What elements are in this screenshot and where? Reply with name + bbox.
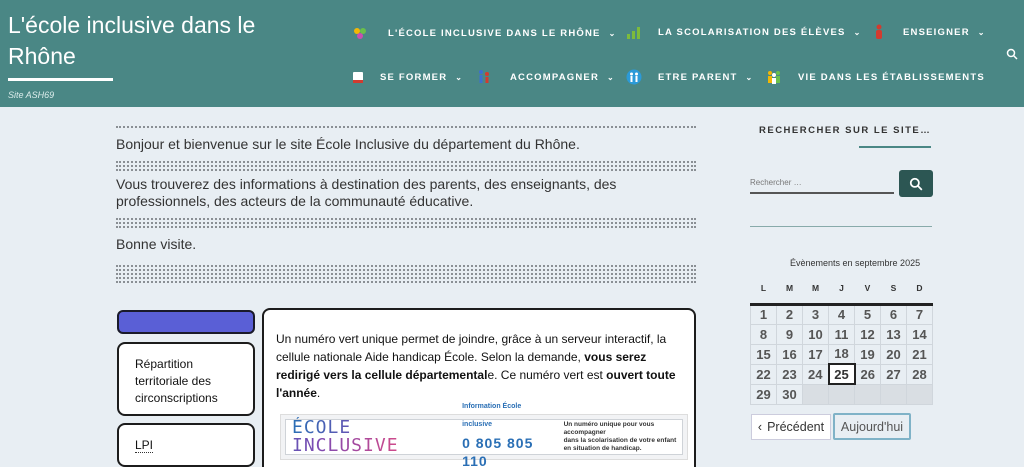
text-segment: e. Ce numéro vert est (487, 368, 607, 382)
weekday-label: J (829, 274, 855, 304)
banner-description (558, 421, 682, 453)
chevron-down-icon: ⌄ (455, 72, 464, 82)
site-subtitle: Site ASH69 (8, 90, 55, 100)
chevron-down-icon: ⌄ (977, 27, 986, 37)
weekday-label: L (751, 274, 777, 304)
calendar-day[interactable]: 30 (777, 384, 803, 404)
calendar-caption: Évènements en septembre 2025 (790, 258, 921, 268)
main-content (116, 124, 696, 285)
nav-item-etre-parent[interactable] (626, 69, 753, 85)
calendar-day[interactable]: 18 (829, 344, 855, 364)
chart-growth-icon (626, 24, 642, 40)
puzzle-logo-icon (352, 25, 368, 41)
calendar-day[interactable]: 20 (881, 344, 907, 364)
info-box (262, 308, 696, 467)
banner-phone-number: 0 805 805 110 (462, 434, 534, 467)
welcome-text: Bonjour et bienvenue sur le site École Inclusive du département du Rhône. (116, 136, 580, 152)
text-segment: Un numéro vert unique permet de joindre, grâce à un serveur interactif, la cellule nationale Aide handicap École. Selon la demande, (276, 332, 667, 364)
prev-label: Précédent (767, 420, 825, 434)
calendar-day[interactable]: 8 (751, 324, 777, 344)
bold-segment: vous serez redirigé vers la cellule départemental (276, 350, 647, 382)
chevron-left-icon: ‹ (757, 420, 763, 434)
calendar-day[interactable]: 27 (881, 364, 907, 384)
numero-vert-text (276, 330, 682, 402)
weekday-label: M (777, 274, 803, 304)
book-icon (350, 69, 366, 85)
calendar-day[interactable]: 14 (907, 324, 933, 344)
banner-desc-line: Un numéro unique pour vous accompagner (563, 421, 655, 436)
calendar-empty-cell (803, 384, 829, 404)
accent-button[interactable] (117, 310, 255, 334)
nav-label: ETRE PARENT (658, 71, 738, 83)
weekday-label: M (803, 274, 829, 304)
calendar-body (751, 304, 933, 404)
divider (116, 281, 696, 283)
calendar-empty-cell (829, 384, 855, 404)
divider (116, 169, 696, 171)
chevron-down-icon: ⌄ (608, 28, 617, 38)
nav-item-scolarisation[interactable] (626, 24, 862, 40)
calendar-week-row (751, 364, 933, 384)
calendar-week-row (751, 344, 933, 364)
divider (116, 161, 696, 163)
weekday-label: S (881, 274, 907, 304)
info-text: Vous trouverez des informations à destination des parents, des enseignants, des professionnels, des acteurs de la communauté éducative. (116, 176, 617, 209)
calendar-day[interactable]: 22 (751, 364, 777, 384)
divider (116, 273, 696, 275)
calendar-day[interactable]: 13 (881, 324, 907, 344)
calendar-day[interactable]: 7 (907, 304, 933, 324)
nav-item-se-former[interactable] (350, 69, 463, 85)
banner-title-text: ÉCOLE INCLUSIVE (292, 417, 399, 456)
family-icon (626, 69, 642, 85)
chevron-down-icon: ⌄ (745, 72, 754, 82)
calendar-day[interactable]: 2 (777, 304, 803, 324)
calendar-day[interactable]: 16 (777, 344, 803, 364)
link-label: Répartition territoriale des circonscriptions (135, 357, 218, 405)
calendar-day[interactable]: 6 (881, 304, 907, 324)
divider (116, 218, 696, 220)
weekday-label: V (855, 274, 881, 304)
calendar-day[interactable]: 4 (829, 304, 855, 324)
calendar-weekday-row (751, 274, 933, 304)
calendar-day[interactable]: 24 (803, 364, 829, 384)
divider (116, 165, 696, 167)
calendar-day[interactable]: 15 (751, 344, 777, 364)
teacher-icon (871, 24, 887, 40)
banner-desc-line: dans la scolarisation de votre enfant (563, 437, 677, 444)
banner-info-label: Information École inclusive (462, 402, 522, 428)
people-walking-icon (476, 69, 492, 85)
bold-segment: ouvert toute l'année (276, 368, 676, 400)
nav-item-enseigner[interactable] (871, 24, 986, 40)
nav-label: ACCOMPAGNER (510, 71, 600, 83)
chevron-down-icon: ⌄ (607, 72, 615, 82)
link-label: LPI (135, 438, 154, 452)
calendar-day[interactable]: 9 (777, 324, 803, 344)
calendar-previous-button[interactable] (751, 414, 831, 440)
nav-item-ecole-inclusive[interactable] (352, 25, 617, 41)
calendar-day[interactable]: 26 (855, 364, 881, 384)
calendar-day[interactable]: 19 (855, 344, 881, 364)
divider (116, 269, 696, 271)
calendar-day[interactable]: 23 (777, 364, 803, 384)
calendar-day[interactable]: 3 (803, 304, 829, 324)
group-icon (766, 69, 782, 85)
search-section-title: RECHERCHER SUR LE SITE… (759, 125, 932, 136)
calendar-day-today[interactable]: 25 (829, 364, 855, 384)
calendar-week-row (751, 324, 933, 344)
divider (116, 126, 696, 128)
calendar-empty-cell (907, 384, 933, 404)
calendar-week-row (751, 384, 933, 404)
calendar-day[interactable]: 21 (907, 344, 933, 364)
calendar-day[interactable]: 1 (751, 304, 777, 324)
banner-inner (285, 402, 683, 467)
nav-label: LA SCOLARISATION DES ÉLÈVES (658, 26, 846, 38)
weekday-label: D (907, 274, 933, 304)
divider (116, 277, 696, 279)
calendar-day[interactable]: 28 (907, 364, 933, 384)
title-underline (8, 78, 113, 81)
sidebar-divider (750, 226, 932, 227)
search-button[interactable] (899, 170, 933, 197)
search-input[interactable] (750, 172, 894, 194)
nav-item-accompagner[interactable] (476, 69, 615, 85)
calendar-day[interactable]: 10 (803, 324, 829, 344)
banner-title (286, 419, 456, 455)
search-icon[interactable] (1006, 48, 1018, 60)
link-lpi[interactable] (117, 423, 255, 467)
events-calendar (750, 274, 933, 405)
link-repartition-circonscriptions[interactable] (117, 342, 255, 416)
divider (116, 222, 696, 224)
divider (116, 226, 696, 228)
nav-label: ENSEIGNER (903, 26, 970, 38)
text-segment: . (316, 386, 321, 400)
calendar-day[interactable]: 5 (855, 304, 881, 324)
site-title[interactable]: L'école inclusive dans le Rhône (8, 12, 256, 69)
nav-item-vie-etablissements[interactable] (766, 69, 985, 85)
calendar-week-row (751, 304, 933, 324)
ecole-inclusive-banner[interactable] (280, 402, 688, 467)
calendar-day[interactable]: 17 (803, 344, 829, 364)
calendar-day[interactable]: 12 (855, 324, 881, 344)
site-header (0, 0, 1024, 107)
nav-label: L'ÉCOLE INCLUSIVE DANS LE RHÔNE (388, 27, 601, 39)
calendar-today-button[interactable]: Aujourd'hui (833, 413, 911, 440)
nav-label: VIE DANS LES ÉTABLISSEMENTS (798, 71, 985, 83)
calendar-day[interactable]: 11 (829, 324, 855, 344)
nav-label: SE FORMER (380, 71, 448, 83)
search-icon (909, 177, 923, 191)
banner-desc-line: en situation de handicap. (563, 445, 642, 452)
closing-text: Bonne visite. (116, 236, 197, 252)
divider (116, 265, 696, 267)
banner-phone-block (456, 398, 557, 467)
calendar-empty-cell (855, 384, 881, 404)
calendar-empty-cell (881, 384, 907, 404)
chevron-down-icon: ⌄ (853, 27, 862, 37)
calendar-day[interactable]: 29 (751, 384, 777, 404)
search-title-underline (859, 146, 931, 148)
